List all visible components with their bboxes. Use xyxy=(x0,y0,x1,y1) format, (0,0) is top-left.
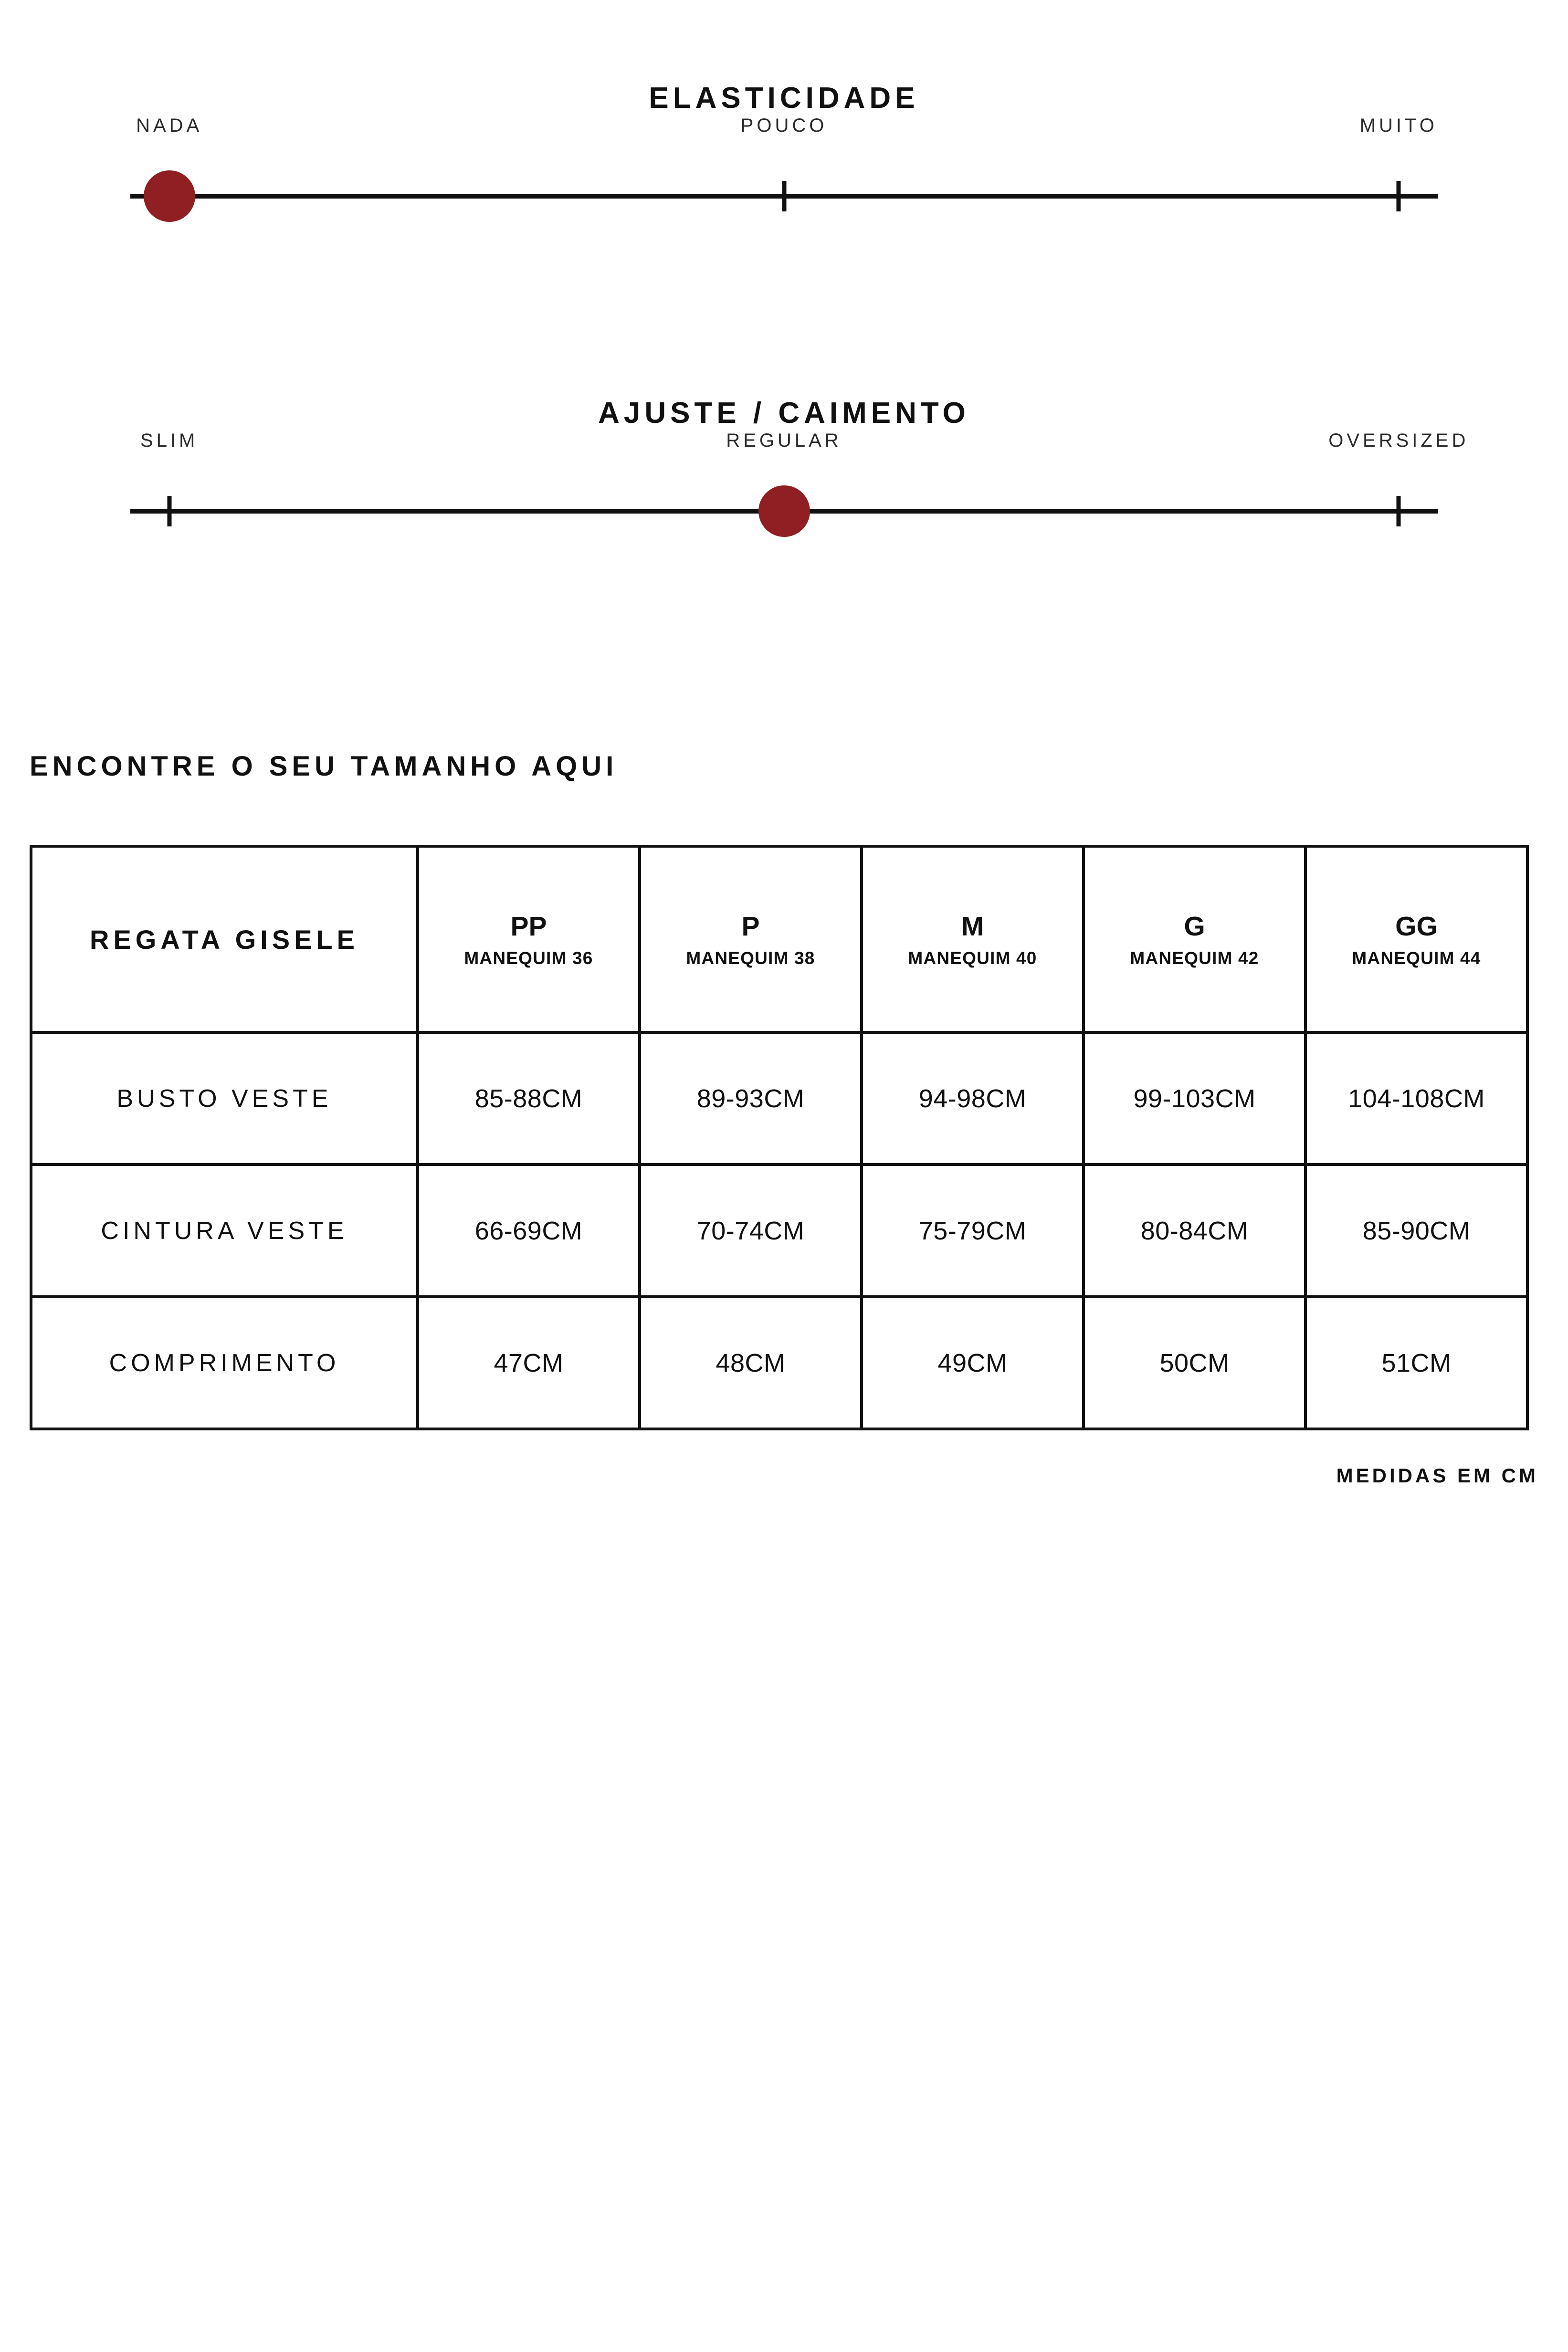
cell-cintura-pp xyxy=(418,1165,640,1297)
cell-busto-pp xyxy=(418,1032,640,1165)
cell-value: 51CM xyxy=(1381,1348,1452,1377)
cell-value: 66-69CM xyxy=(474,1216,583,1245)
cell-cintura-g xyxy=(1084,1165,1305,1297)
cell-value: 89-93CM xyxy=(696,1084,805,1113)
scale-label-nada: NADA xyxy=(136,115,203,136)
cell-value: 85-88CM xyxy=(474,1084,583,1113)
scale-body-ajuste xyxy=(130,430,1469,540)
scale-marker-elasticidade xyxy=(144,170,195,222)
cell-busto-p xyxy=(640,1032,862,1165)
scale-labels-ajuste xyxy=(130,430,1469,459)
size-code-g: G xyxy=(1184,911,1205,942)
scale-title-elasticidade: ELASTICIDADE xyxy=(649,82,919,115)
product-name-cell xyxy=(31,846,418,1032)
cell-comprimento-g xyxy=(1084,1297,1305,1429)
size-chart-table xyxy=(30,845,1529,1430)
row-label-comprimento xyxy=(31,1297,418,1429)
size-manequim-g: MANEQUIM 42 xyxy=(1130,948,1259,968)
row-label-text: BUSTO VESTE xyxy=(116,1084,332,1113)
table-row xyxy=(31,1297,1527,1429)
size-code-m: M xyxy=(961,911,984,942)
scale-title-ajuste: AJUSTE / CAIMENTO xyxy=(598,397,970,430)
cell-cintura-gg xyxy=(1305,1165,1527,1297)
scale-label-slim: SLIM xyxy=(140,430,199,451)
size-manequim-p: MANEQUIM 38 xyxy=(686,948,815,968)
size-header-gg xyxy=(1305,846,1527,1032)
scale-body-elasticidade xyxy=(130,115,1438,225)
scale-label-regular: REGULAR xyxy=(726,430,842,451)
cell-value: 85-90CM xyxy=(1362,1216,1471,1245)
size-manequim-gg: MANEQUIM 44 xyxy=(1352,948,1481,968)
scale-track-elasticidade xyxy=(130,172,1438,220)
size-manequim-m: MANEQUIM 40 xyxy=(908,948,1037,968)
scale-marker-ajuste xyxy=(758,485,810,537)
cell-value: 49CM xyxy=(937,1348,1008,1377)
row-label-text: COMPRIMENTO xyxy=(109,1349,340,1377)
cell-value: 50CM xyxy=(1159,1348,1230,1377)
cell-value: 75-79CM xyxy=(918,1216,1027,1245)
cell-value: 104-108CM xyxy=(1348,1084,1485,1113)
scale-elasticidade xyxy=(0,81,1568,225)
row-label-busto xyxy=(31,1032,418,1165)
size-manequim-pp: MANEQUIM 36 xyxy=(464,948,593,968)
scale-labels-elasticidade xyxy=(130,115,1438,144)
cell-value: 70-74CM xyxy=(696,1216,805,1245)
scale-ajuste-caimento xyxy=(0,396,1568,540)
scale-tick-slim xyxy=(167,496,171,526)
size-header-p xyxy=(640,846,862,1032)
table-header-row xyxy=(31,846,1527,1032)
size-code-p: P xyxy=(741,911,760,942)
row-label-cintura xyxy=(31,1165,418,1297)
size-code-pp: PP xyxy=(510,911,547,942)
scale-tick-pouco xyxy=(782,181,786,211)
cell-cintura-p xyxy=(640,1165,862,1297)
cell-busto-g xyxy=(1084,1032,1305,1165)
scale-tick-oversized xyxy=(1397,496,1401,526)
size-header-m xyxy=(862,846,1084,1032)
product-name: REGATA GISELE xyxy=(90,924,359,955)
table-row xyxy=(31,1165,1527,1297)
scale-label-oversized: OVERSIZED xyxy=(1328,430,1469,451)
cell-comprimento-m xyxy=(862,1297,1084,1429)
cell-comprimento-gg xyxy=(1305,1297,1527,1429)
size-header-g xyxy=(1084,846,1305,1032)
scale-label-pouco: POUCO xyxy=(740,115,828,136)
size-header-pp xyxy=(418,846,640,1032)
cell-cintura-m xyxy=(862,1165,1084,1297)
cell-comprimento-pp xyxy=(418,1297,640,1429)
cell-value: 47CM xyxy=(494,1348,564,1377)
scale-tick-muito xyxy=(1397,181,1401,211)
measurement-unit-note: MEDIDAS EM CM xyxy=(1336,1464,1538,1487)
cell-value: 48CM xyxy=(716,1348,786,1377)
cell-value: 94-98CM xyxy=(918,1084,1027,1113)
cell-busto-gg xyxy=(1305,1032,1527,1165)
scale-label-muito: MUITO xyxy=(1359,115,1438,136)
scale-track-ajuste xyxy=(130,487,1438,535)
cell-busto-m xyxy=(862,1032,1084,1165)
table-row xyxy=(31,1032,1527,1165)
size-code-gg: GG xyxy=(1395,911,1438,942)
row-label-text: CINTURA VESTE xyxy=(101,1217,348,1245)
cell-comprimento-p xyxy=(640,1297,862,1429)
cell-value: 99-103CM xyxy=(1133,1084,1256,1113)
cell-value: 80-84CM xyxy=(1140,1216,1249,1245)
table-heading: ENCONTRE O SEU TAMANHO AQUI xyxy=(30,751,618,782)
